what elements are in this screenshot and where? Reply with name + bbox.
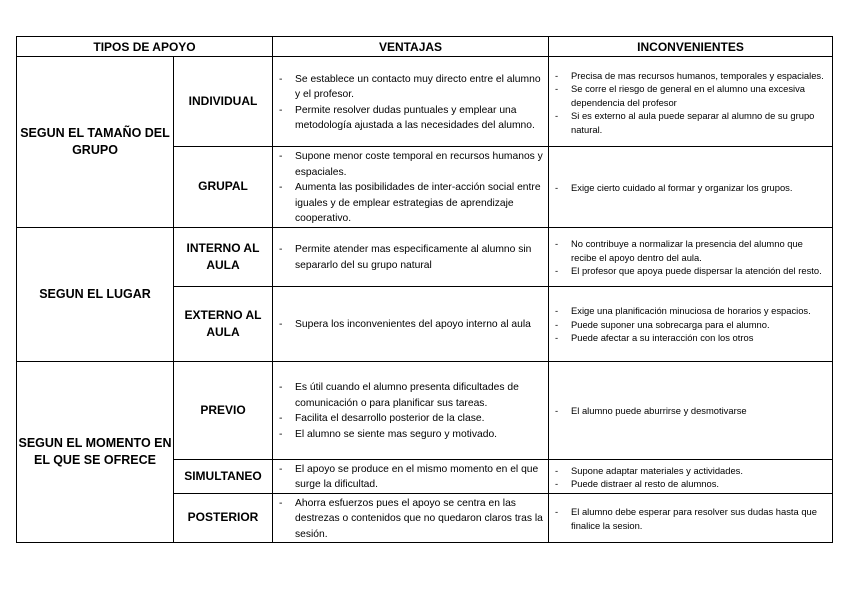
header-tipos: TIPOS DE APOYO	[17, 37, 273, 57]
inconvenientes-externo	[549, 286, 833, 361]
inconvenientes-interno	[549, 227, 833, 286]
table-row	[17, 57, 833, 147]
ventajas-previo	[273, 361, 549, 459]
inconvenientes-list	[549, 235, 832, 278]
ventajas-list	[273, 494, 548, 543]
list-item: - Es útil cuando el alumno presenta dificultades de comunicación o para planificar sus tareas.	[295, 380, 544, 411]
type-posterior: POSTERIOR	[174, 493, 273, 543]
inconvenientes-list	[549, 179, 832, 195]
list-item: - Puede afectar a su interacción con los otros	[571, 331, 828, 345]
list-item: - Ahorra esfuerzos pues el apoyo se centra en las destrezas o contenidos que no quedaron claros tras la sesión.	[295, 496, 544, 543]
ventajas-externo	[273, 286, 549, 361]
ventajas-list	[273, 460, 548, 493]
inconvenientes-list	[549, 462, 832, 491]
inconvenientes-simultaneo	[549, 459, 833, 493]
type-interno: INTERNO AL AULA	[174, 227, 273, 286]
ventajas-interno	[273, 227, 549, 286]
list-item: - Facilita el desarrollo posterior de la clase.	[295, 411, 544, 427]
ventajas-list	[273, 70, 548, 134]
list-item: - El apoyo se produce en el mismo momento en el que surge la dificultad.	[295, 462, 544, 493]
list-item: - Se establece un contacto muy directo entre el alumno y el profesor.	[295, 72, 544, 103]
inconvenientes-list	[549, 503, 832, 532]
type-simultaneo: SIMULTANEO	[174, 459, 273, 493]
list-item: - Puede distraer al resto de alumnos.	[571, 477, 828, 491]
ventajas-list	[273, 240, 548, 273]
list-item: - Permite resolver dudas puntuales y emplear una metodología ajustada a las necesidades del alumno.	[295, 103, 544, 134]
header-row	[17, 37, 833, 57]
ventajas-list	[273, 147, 548, 227]
list-item: - Exige una planificación minuciosa de horarios y espacios.	[571, 304, 828, 318]
ventajas-individual	[273, 57, 549, 147]
list-item: - Se corre el riesgo de general en el alumno una excesiva dependencia del profesor	[571, 82, 828, 109]
ventajas-posterior	[273, 493, 549, 543]
header-inconvenientes: INCONVENIENTES	[549, 37, 833, 57]
list-item: - Exige cierto cuidado al formar y organizar los grupos.	[571, 181, 828, 195]
list-item: - El alumno puede aburrirse y desmotivarse	[571, 404, 828, 418]
inconvenientes-list	[549, 402, 832, 418]
list-item: - Puede suponer una sobrecarga para el alumno.	[571, 318, 828, 332]
list-item: - Supone menor coste temporal en recursos humanos y espaciales.	[295, 149, 544, 180]
category-size: SEGUN EL TAMAÑO DEL GRUPO	[17, 57, 174, 228]
support-types-table	[16, 36, 833, 543]
type-previo: PREVIO	[174, 361, 273, 459]
list-item: - Permite atender mas especificamente al alumno sin separarlo del su grupo natural	[295, 242, 544, 273]
list-item: - Aumenta las posibilidades de inter-acción social entre iguales y de emplear estrategias de aprendizaje cooperativo.	[295, 180, 544, 227]
list-item: - El alumno se siente mas seguro y motivado.	[295, 427, 544, 443]
type-externo: EXTERNO AL AULA	[174, 286, 273, 361]
list-item: - El alumno debe esperar para resolver sus dudas hasta que finalice la sesion.	[571, 505, 828, 532]
ventajas-list	[273, 378, 548, 442]
list-item: - No contribuye a normalizar la presencia del alumno que recibe el apoyo dentro del aula.	[571, 237, 828, 264]
table-row	[17, 361, 833, 459]
table-row	[17, 227, 833, 286]
inconvenientes-previo	[549, 361, 833, 459]
header-ventajas: VENTAJAS	[273, 37, 549, 57]
category-moment: SEGUN EL MOMENTO EN EL QUE SE OFRECE	[17, 361, 174, 543]
list-item: - El profesor que apoya puede dispersar la atención del resto.	[571, 264, 828, 278]
list-item: - Precisa de mas recursos humanos, temporales y espaciales.	[571, 69, 828, 83]
inconvenientes-grupal	[549, 147, 833, 228]
list-item: - Supone adaptar materiales y actividades.	[571, 464, 828, 478]
ventajas-simultaneo	[273, 459, 549, 493]
ventajas-list	[273, 315, 548, 333]
inconvenientes-list	[549, 67, 832, 137]
inconvenientes-posterior	[549, 493, 833, 543]
type-grupal: GRUPAL	[174, 147, 273, 228]
type-individual: INDIVIDUAL	[174, 57, 273, 147]
inconvenientes-list	[549, 302, 832, 345]
list-item: - Supera los inconvenientes del apoyo interno al aula	[295, 317, 544, 333]
list-item: - Si es externo al aula puede separar al alumno de su grupo natural.	[571, 109, 828, 136]
inconvenientes-individual	[549, 57, 833, 147]
category-place: SEGUN EL LUGAR	[17, 227, 174, 361]
ventajas-grupal	[273, 147, 549, 228]
